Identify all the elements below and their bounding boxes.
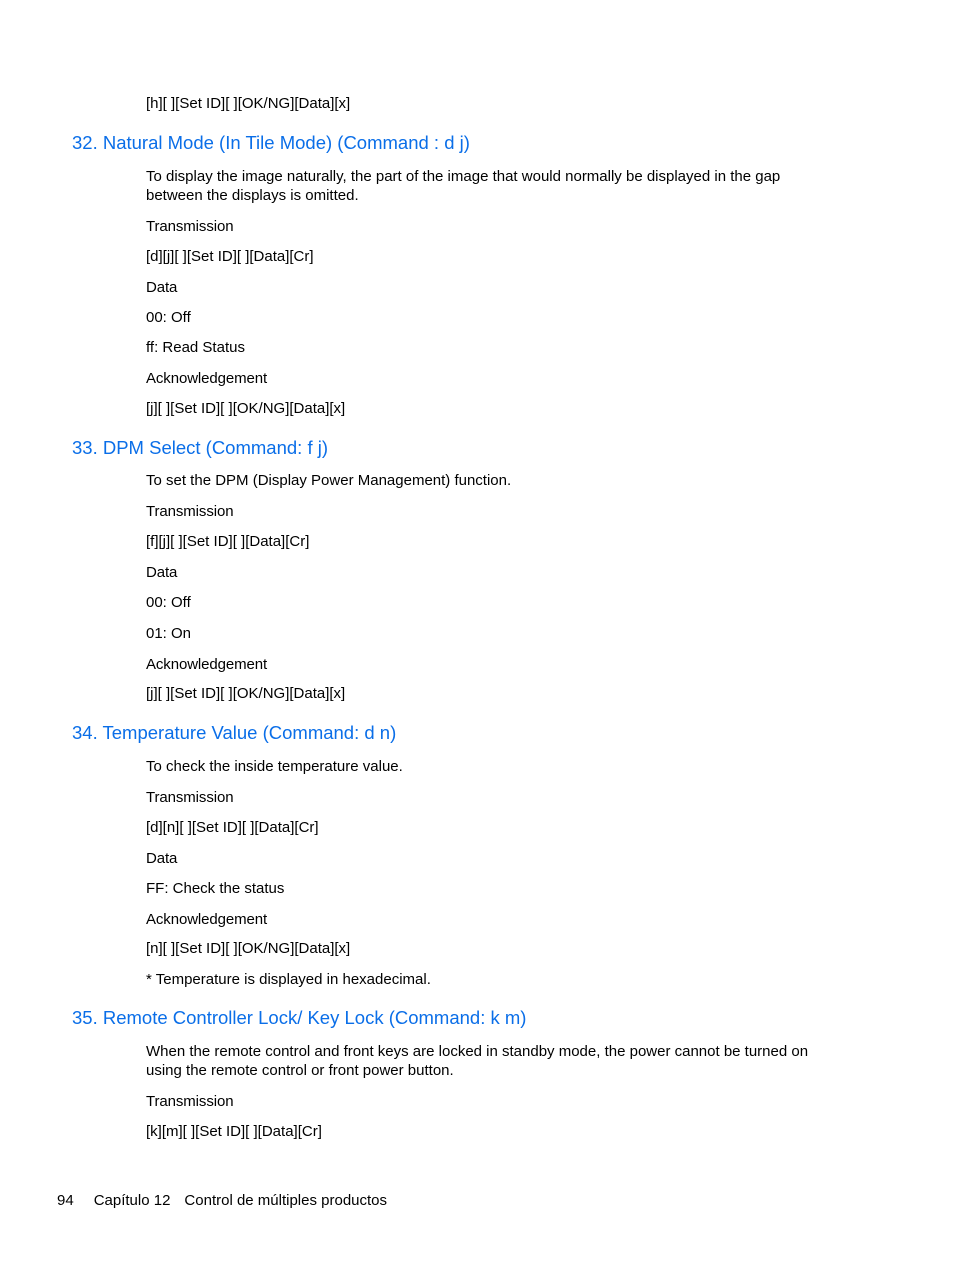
transmission-label: Transmission: [146, 503, 234, 520]
acknowledgement-command: [j][ ][Set ID][ ][OK/NG][Data][x]: [146, 685, 346, 702]
page-number: 94: [57, 1192, 74, 1209]
chapter-title: Control de múltiples productos: [184, 1192, 388, 1209]
section-description-line: To set the DPM (Display Power Management) function.: [146, 472, 512, 489]
section-heading: 33. DPM Select (Command: f j): [72, 437, 328, 458]
section-note: * Temperature is displayed in hexadecimal.: [146, 971, 431, 988]
transmission-label: Transmission: [146, 789, 234, 806]
chapter-label: Capítulo 12: [93, 1192, 171, 1209]
intro-command-line: [h][ ][Set ID][ ][OK/NG][Data][x]: [146, 95, 351, 112]
transmission-command: [d][j][ ][Set ID][ ][Data][Cr]: [146, 248, 314, 265]
section-heading: 34. Temperature Value (Command: d n): [72, 722, 397, 743]
section-description-line: To display the image naturally, the part of the image that would normally be displayed in the gap: [146, 168, 781, 185]
data-label: Data: [146, 564, 178, 581]
section-heading: 35. Remote Controller Lock/ Key Lock (Command: k m): [72, 1007, 527, 1028]
data-value: ff: Read Status: [146, 339, 245, 356]
transmission-label: Transmission: [146, 1093, 234, 1110]
data-value: FF: Check the status: [146, 880, 285, 897]
acknowledgement-label: Acknowledgement: [146, 656, 268, 673]
page-footer: [57, 1191, 387, 1210]
acknowledgement-command: [n][ ][Set ID][ ][OK/NG][Data][x]: [146, 940, 351, 957]
data-value: 00: Off: [146, 594, 191, 611]
transmission-command: [f][j][ ][Set ID][ ][Data][Cr]: [146, 533, 310, 550]
section-description-line: using the remote control or front power button.: [146, 1062, 454, 1079]
data-value: 01: On: [146, 625, 192, 642]
data-label: Data: [146, 850, 178, 867]
transmission-command: [k][m][ ][Set ID][ ][Data][Cr]: [146, 1123, 322, 1140]
acknowledgement-label: Acknowledgement: [146, 370, 268, 387]
section-description-line: To check the inside temperature value.: [146, 758, 403, 775]
acknowledgement-command: [j][ ][Set ID][ ][OK/NG][Data][x]: [146, 400, 346, 417]
transmission-label: Transmission: [146, 218, 234, 235]
acknowledgement-label: Acknowledgement: [146, 911, 268, 928]
section-description-line: When the remote control and front keys are locked in standby mode, the power cannot be turned on: [146, 1043, 809, 1060]
section-description-line: between the displays is omitted.: [146, 187, 359, 204]
data-value: 00: Off: [146, 309, 191, 326]
data-label: Data: [146, 279, 178, 296]
transmission-command: [d][n][ ][Set ID][ ][Data][Cr]: [146, 819, 319, 836]
section-heading: 32. Natural Mode (In Tile Mode) (Command : d j): [72, 132, 470, 153]
